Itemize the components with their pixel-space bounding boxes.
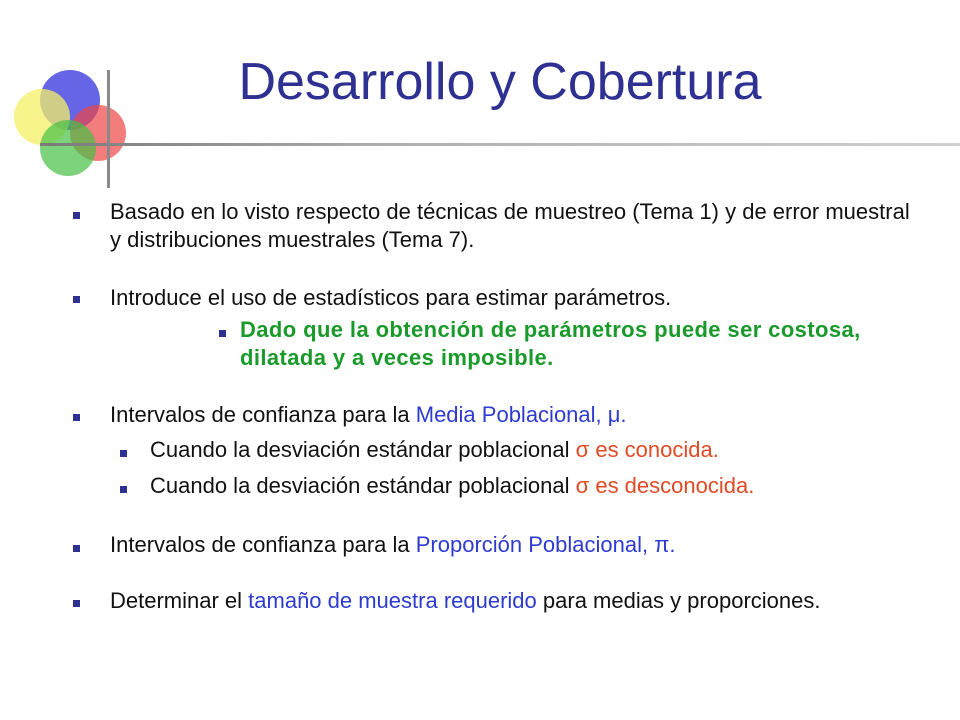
subbullet-sigma-known — [150, 436, 910, 464]
bullet-text: Basado en lo visto respecto de técnicas de muestreo (Tema 1) y de error muestral y distribuciones muestrales (Tema 7). — [110, 199, 910, 252]
slide-title: Desarrollo y Cobertura — [238, 53, 762, 111]
horizontal-rule — [40, 143, 960, 146]
highlight-sigma-known: σ es conocida. — [575, 437, 719, 462]
bullet-marker — [73, 414, 80, 421]
bullet-text: Cuando la desviación estándar poblacional — [150, 473, 576, 498]
bullet-text: Dado que la obtención de parámetros puede ser costosa, dilatada y a veces imposible. — [240, 317, 861, 370]
bullet-text: Intervalos de confianza para la — [110, 532, 416, 557]
bullet-text: Determinar el — [110, 588, 249, 613]
bullet-text: para medias y proporciones. — [536, 588, 821, 613]
bullet-basis — [110, 198, 910, 254]
bullet-mean-intervals — [110, 401, 910, 429]
bullet-text: Introduce el uso de estadísticos para estimar parámetros. — [110, 285, 672, 310]
subbullet-parameter-cost — [240, 316, 920, 372]
bullet-marker — [120, 486, 127, 493]
bullet-marker — [73, 212, 80, 219]
bullet-sample-size — [110, 587, 910, 615]
bullet-text: Intervalos de confianza para la — [110, 402, 416, 427]
bullet-text: Cuando la desviación estándar poblacional — [150, 437, 576, 462]
highlight-mean: Media Poblacional, μ. — [415, 402, 627, 427]
highlight-sigma-unknown: σ es desconocida. — [575, 473, 755, 498]
bullet-marker — [73, 600, 80, 607]
highlight-sample-size: tamaño de muestra requerido — [248, 588, 537, 613]
bullet-estimators — [110, 284, 910, 312]
highlight-proportion: Proporción Poblacional, π. — [415, 532, 676, 557]
subbullet-sigma-unknown — [150, 472, 910, 500]
bullet-marker — [73, 296, 80, 303]
bullet-marker — [120, 450, 127, 457]
bullet-marker — [219, 330, 226, 337]
bullet-proportion-intervals — [110, 531, 910, 559]
bullet-marker — [73, 545, 80, 552]
